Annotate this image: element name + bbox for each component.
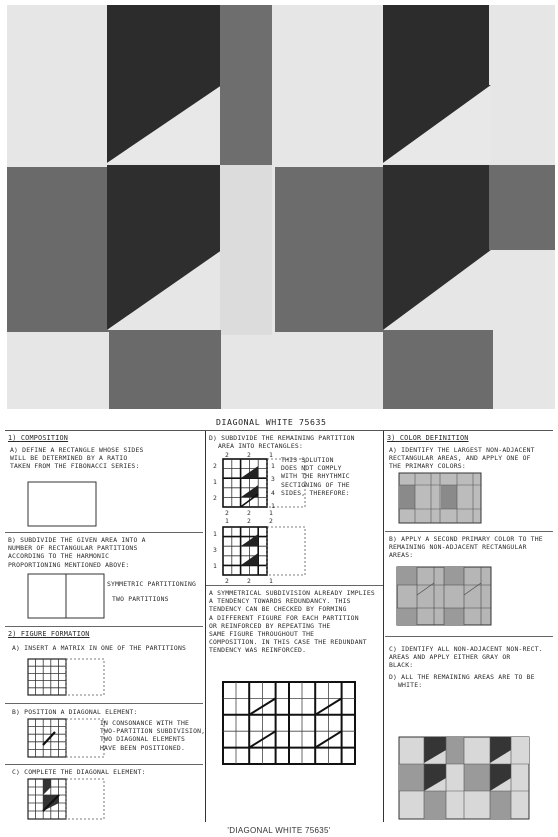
- section-title: COLOR DEFINITION: [399, 434, 469, 442]
- artwork-block-gray: [275, 167, 385, 332]
- text-line: HAVE BEEN POSITIONED.: [100, 743, 185, 752]
- text-line: WITH THE RHYTHMIC: [281, 472, 350, 481]
- dimension-label: 2: [225, 451, 230, 459]
- dimension-label: 1: [271, 462, 276, 470]
- text-line: A) IDENTIFY THE LARGEST NON-ADJACENT: [389, 446, 535, 454]
- dimension-label: 1: [268, 451, 273, 459]
- sketch-final-composition: [222, 681, 358, 767]
- text-line: RECTANGULAR AREAS, AND APPLY ONE OF: [389, 454, 531, 463]
- step-3d: [389, 673, 535, 689]
- section-divider: [206, 585, 383, 586]
- section-divider: [5, 532, 203, 533]
- text-line: D) ALL THE REMAINING AREAS ARE TO BE: [389, 673, 535, 681]
- text-line: THE PRIMARY COLORS:: [389, 462, 466, 471]
- step-1a: [10, 446, 144, 471]
- dimension-label: 1: [213, 561, 218, 570]
- text-line: BLACK:: [389, 661, 414, 670]
- text-line: AREAS AND APPLY EITHER GRAY OR: [389, 653, 511, 662]
- text-line: REMAINING NON-ADJACENT RECTANGULAR: [389, 543, 527, 552]
- dimension-label: 2: [213, 462, 218, 470]
- section-title: COMPOSITION: [20, 434, 69, 442]
- section-1-heading: [8, 434, 68, 442]
- dimension-label: 2: [246, 577, 252, 585]
- artwork-block-gray: [383, 330, 493, 409]
- text-line: B) APPLY A SECOND PRIMARY COLOR TO THE: [389, 535, 543, 543]
- text-line: SECTIONING OF THE: [281, 480, 350, 489]
- dimension-label: 1: [225, 517, 230, 525]
- top-divider: [5, 430, 553, 431]
- section-number: 1): [8, 434, 17, 442]
- dims-bottom-3: [225, 577, 273, 585]
- sheet-title: DIAGONAL WHITE 75635: [216, 417, 327, 427]
- text-line: TAKEN FROM THE FIBONACCI SERIES:: [10, 462, 140, 471]
- text-line: WILL BE DETERMINED BY A RATIO: [10, 454, 128, 463]
- dimension-label: 3: [213, 545, 218, 554]
- note-consonance: [100, 719, 205, 752]
- section-3-heading: [387, 434, 469, 442]
- text-line: D) SUBDIVIDE THE REMAINING PARTITION: [209, 434, 355, 442]
- step-2b: B) POSITION A DIAGONAL ELEMENT:: [12, 708, 138, 716]
- step-2d: [209, 434, 355, 450]
- section-divider: [5, 703, 203, 704]
- text-line: THIS SOLUTION: [281, 456, 334, 464]
- text-line: NUMBER OF RECTANGULAR PARTITIONS: [8, 544, 138, 553]
- dims-bottom: [225, 509, 273, 517]
- text-line: A TENDENCY TOWARDS REDUNDANCY. THIS: [209, 597, 351, 606]
- text-line: A SYMMETRICAL SUBDIVISION ALREADY IMPLIES: [209, 589, 375, 597]
- text-line: AREAS:: [389, 551, 414, 560]
- section-2-heading: [8, 630, 90, 638]
- dimension-label: 2: [225, 577, 230, 585]
- sketch-color-a: [398, 472, 482, 524]
- step-2a: A) INSERT A MATRIX IN ONE OF THE PARTITIONS: [12, 644, 187, 652]
- artwork-block-gray: [489, 165, 555, 250]
- step-3a: [389, 446, 535, 471]
- note-rhythmic: [281, 456, 350, 497]
- dimension-label: 2: [246, 517, 252, 525]
- dimension-label: 1: [213, 530, 218, 538]
- section-divider: [5, 626, 203, 627]
- text-line: TWO-PARTITION SUBDIVISION,: [100, 727, 206, 736]
- sketch-subdivision-2: [222, 526, 306, 578]
- sketch-matrix: [27, 658, 107, 698]
- dimension-label: 2: [268, 517, 273, 525]
- dims-bottom-2: [225, 517, 273, 525]
- text-line: IN CONSONANCE WITH THE: [100, 719, 190, 727]
- artwork-block-light: [220, 165, 272, 335]
- artwork-block-gray: [109, 330, 221, 409]
- text-line: A DIFFERENT FIGURE FOR EACH PARTITION: [209, 613, 359, 622]
- dimension-label: 2: [225, 509, 230, 517]
- text-line: COMPOSITION. IN THIS CASE THE REDUNDANT: [209, 638, 367, 647]
- column-divider: [205, 430, 206, 822]
- dimension-label: 2: [246, 451, 252, 459]
- text-line: OR REINFORCED BY REPEATING THE: [209, 621, 331, 630]
- figure-caption: 'DIAGONAL WHITE 75635': [227, 826, 331, 835]
- sketch-color-b: [396, 566, 492, 628]
- sketch-two-partitions: [27, 573, 105, 619]
- dimension-label: 2: [246, 509, 252, 517]
- text-line: WHITE:: [398, 681, 423, 690]
- dimension-label: 4: [271, 488, 276, 497]
- text-line: ACCORDING TO THE HARMONIC: [8, 552, 110, 561]
- step-1b: [8, 536, 146, 569]
- text-line: B) SUBDIVIDE THE GIVEN AREA INTO A: [8, 536, 146, 544]
- sketch-color-final: [398, 736, 530, 820]
- dimension-label: 1: [213, 477, 218, 486]
- dimension-label: 1: [268, 577, 273, 585]
- dims-side-2: [213, 530, 217, 570]
- dims-right: [271, 462, 275, 510]
- sketch-completed-diagonal: [27, 778, 107, 822]
- step-2e: [209, 589, 375, 655]
- note-two-partitions: TWO PARTITIONS: [112, 595, 169, 603]
- section-number: 2): [8, 630, 17, 638]
- section-divider: [385, 531, 553, 532]
- text-line: TENDENCY WAS REINFORCED.: [209, 646, 307, 655]
- dimension-label: 2: [213, 493, 218, 502]
- section-divider: [5, 764, 203, 765]
- text-line: A) DEFINE A RECTANGLE WHOSE SIDES: [10, 446, 144, 454]
- artwork-block-gray: [489, 5, 555, 85]
- text-line: SIDES, THEREFORE:: [281, 488, 350, 497]
- text-line: TENDENCY CAN BE CHECKED BY FORMING: [209, 605, 347, 614]
- dimension-label: 1: [271, 501, 276, 510]
- artwork-block-gray: [7, 167, 109, 332]
- text-line: TWO DIAGONAL ELEMENTS: [100, 735, 185, 744]
- step-3b: [389, 535, 543, 560]
- dimension-label: 3: [271, 475, 276, 484]
- step-2c: C) COMPLETE THE DIAGONAL ELEMENT:: [12, 768, 146, 776]
- artwork-painting: [7, 5, 555, 409]
- note-symmetric: SYMMETRIC PARTITIONING: [107, 580, 197, 588]
- text-line: PROPORTIONING MENTIONED ABOVE:: [8, 560, 130, 569]
- section-number: 3): [387, 434, 396, 442]
- sketch-rectangle: [27, 481, 97, 527]
- text-line: SAME FIGURE THROUGHOUT THE: [209, 630, 315, 639]
- dimension-label: 1: [268, 509, 273, 517]
- step-3c: [389, 645, 543, 670]
- column-divider: [383, 430, 384, 822]
- artwork-block-gray: [220, 5, 272, 167]
- section-divider: [385, 636, 553, 637]
- text-line: AREA INTO RECTANGLES:: [218, 442, 303, 451]
- sketch-diagonal-element: [27, 718, 107, 760]
- text-line: DOES NOT COMPLY: [281, 464, 342, 473]
- section-title: FIGURE FORMATION: [20, 630, 90, 638]
- text-line: C) IDENTIFY ALL NON-ADJACENT NON-RECT.: [389, 645, 543, 653]
- dims-side: [213, 462, 217, 502]
